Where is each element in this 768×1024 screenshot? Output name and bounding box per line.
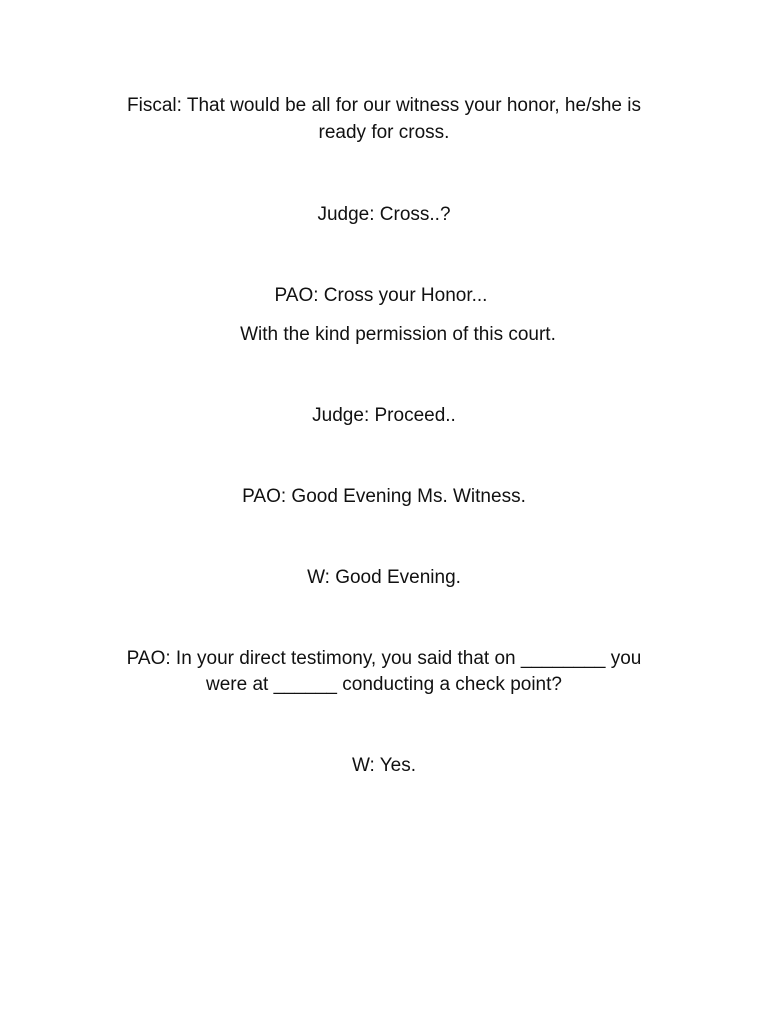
dialogue-line-pao-question-cont: were at ______ conducting a check point? — [206, 674, 562, 695]
dialogue-line-judge-cross: Judge: Cross..? — [317, 204, 451, 225]
dialogue-line-pao-cross: PAO: Cross your Honor... — [274, 285, 488, 306]
dialogue-line-fiscal: Fiscal: That would be all for our witness your honor, he/she is — [127, 95, 641, 116]
dialogue-line-witness-answer: W: Yes. — [351, 755, 417, 776]
dialogue-line-judge-proceed: Judge: Proceed.. — [312, 405, 456, 426]
dialogue-line-witness-greeting: W: Good Evening. — [307, 567, 461, 588]
dialogue-line-pao-greeting: PAO: Good Evening Ms. Witness. — [242, 486, 526, 507]
dialogue-line-pao-question: PAO: In your direct testimony, you said that on ________ you — [126, 648, 642, 669]
dialogue-line-pao-permission: With the kind permission of this court. — [240, 324, 556, 345]
dialogue-line-fiscal-cont: ready for cross. — [318, 122, 450, 143]
